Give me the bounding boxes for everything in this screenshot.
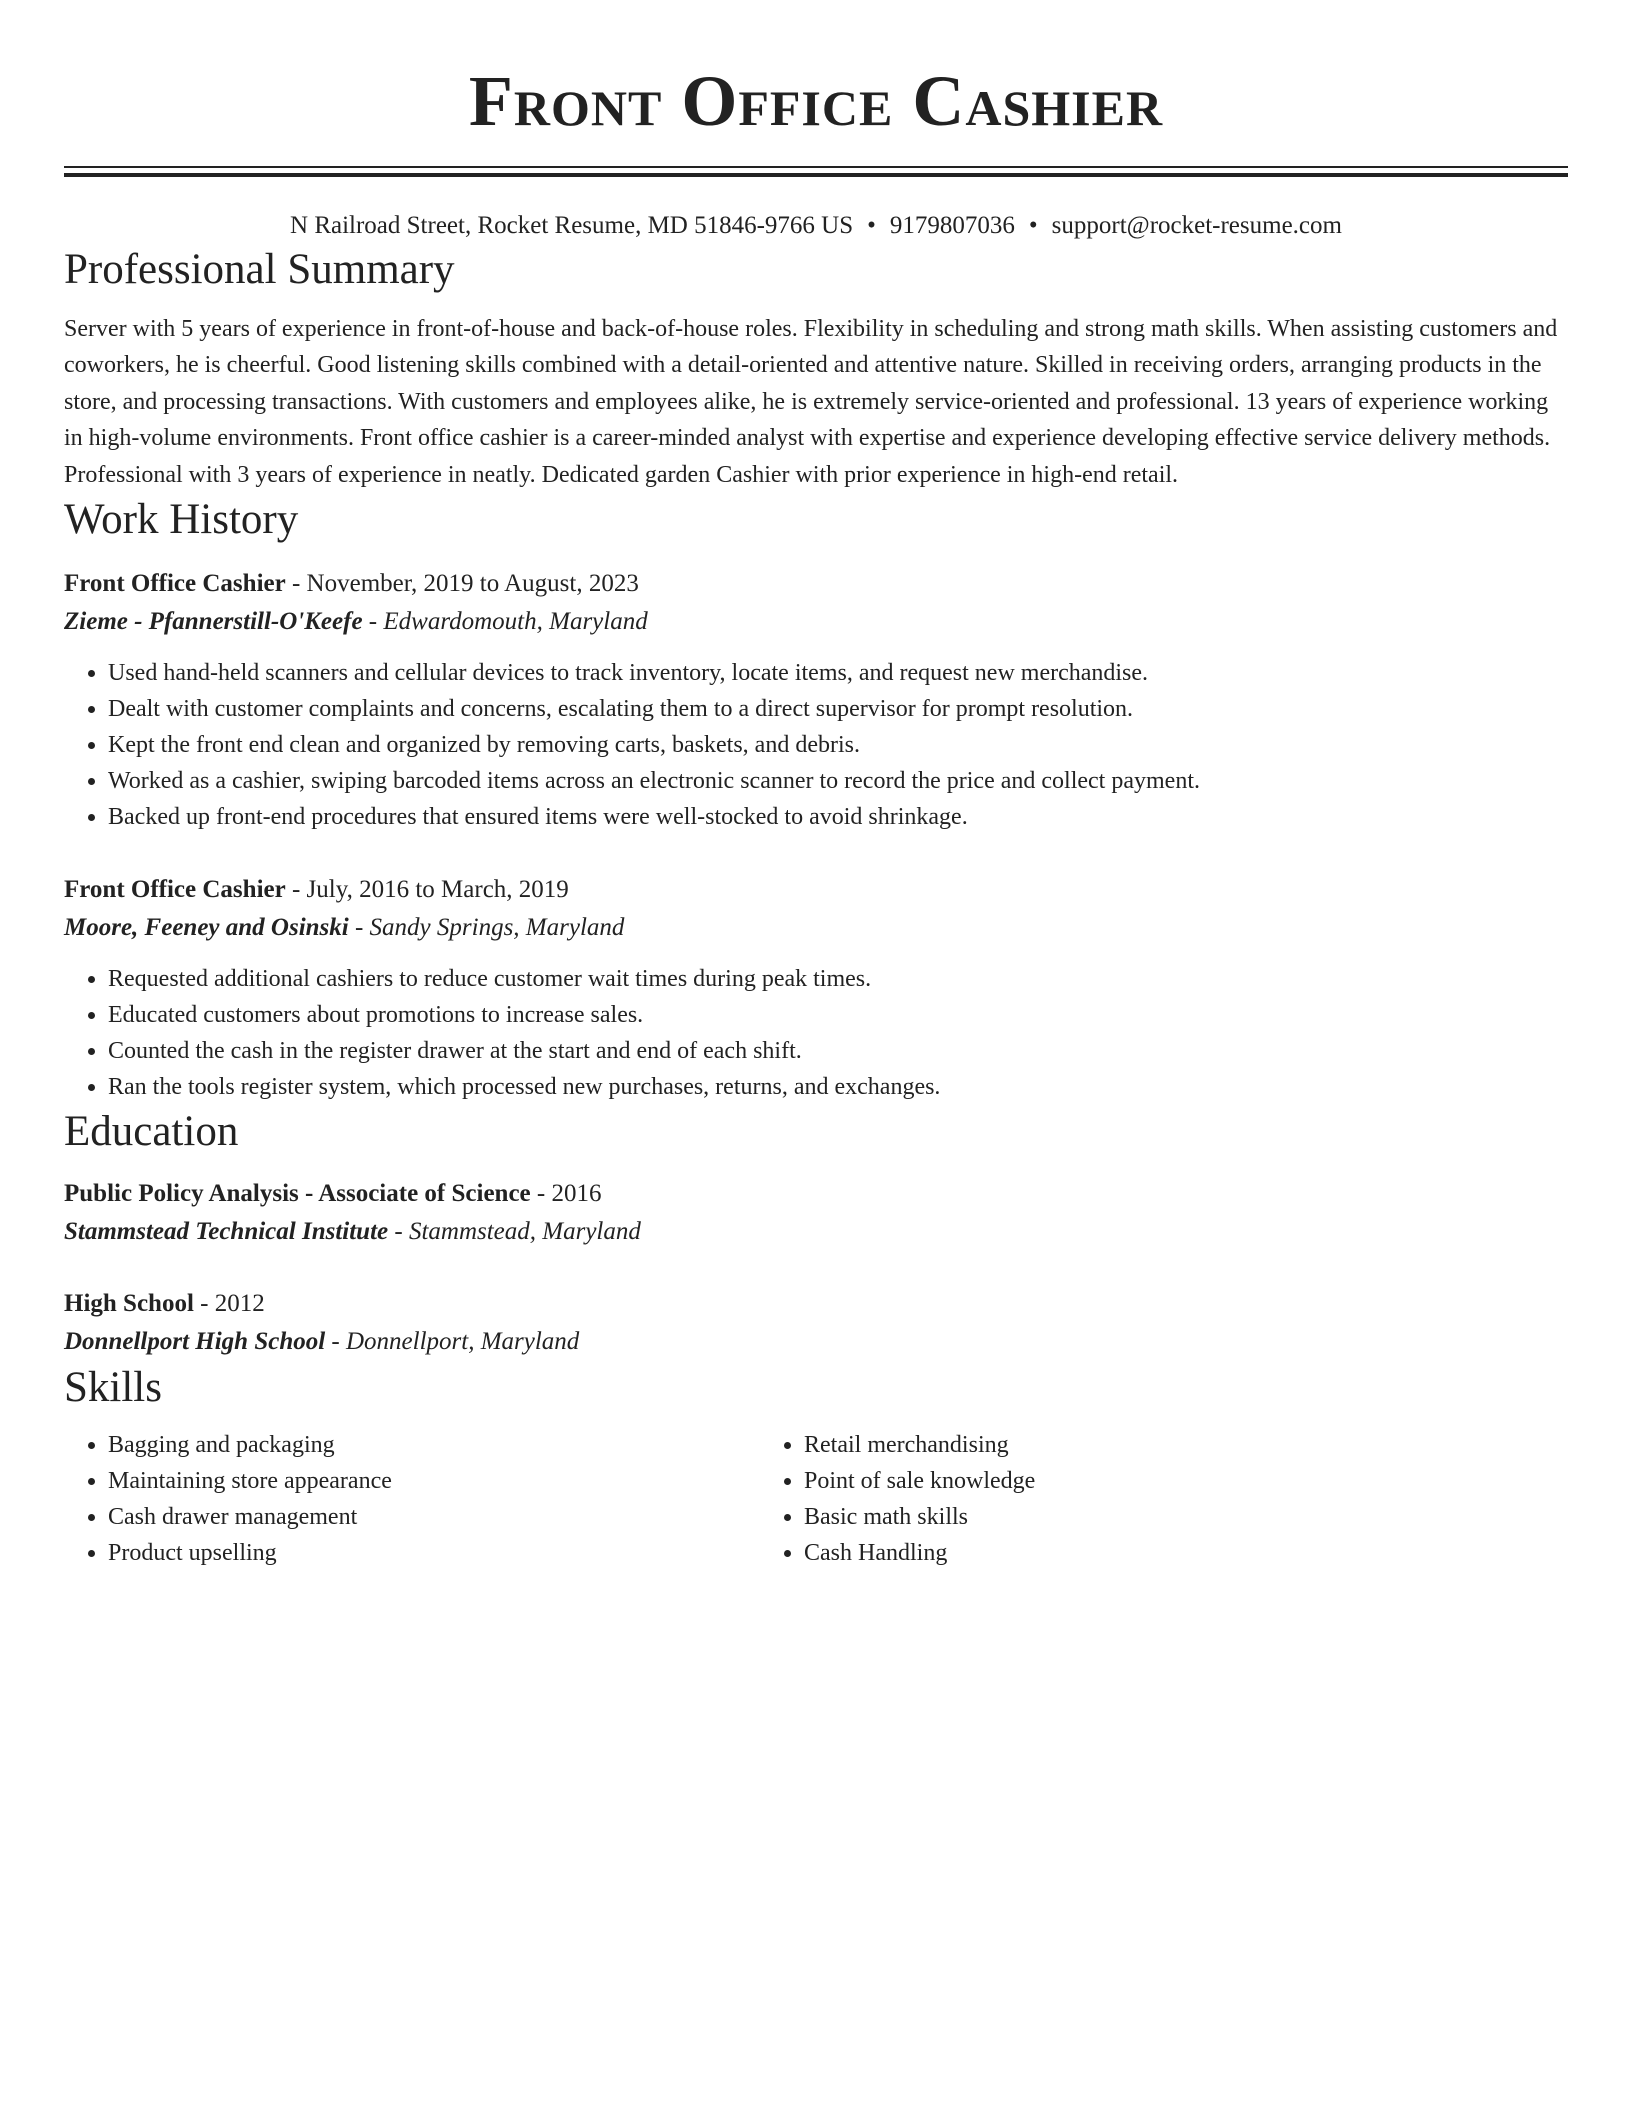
skill-item: • Point of sale knowledge [804, 1463, 1456, 1499]
skills-column-left [64, 1427, 760, 1571]
education-degree: High School [64, 1290, 194, 1318]
education-entry [64, 1285, 1568, 1361]
job-bullet: • Ran the tools register system, which processed new purchases, returns, and exchanges. [108, 1069, 1568, 1105]
education-location: - Stammstead, Maryland [388, 1218, 641, 1246]
education-degree: Public Policy Analysis - Associate of Science [64, 1180, 531, 1208]
summary-heading: Professional Summary [64, 246, 455, 293]
education-degree-line [64, 1285, 1568, 1323]
education-entry [64, 1175, 1568, 1251]
job-role: Front Office Cashier [64, 570, 286, 598]
summary-text: Server with 5 years of experience in front-of-house and back-of-house roles. Flexibility in scheduling and strong math skills. When assisting customers and coworkers, he is cheerful. Good listening skills combined with a detail-oriented and attentive nature. Skilled in receiving orders, arranging products in the store, and processing transactions. With customers and employees alike, he is extremely service-oriented and professional. 13 years of experience working in high-volume environments. Front office cashier is a career-minded analyst with expertise and experience developing effective service delivery methods. Professional with 3 years of experience in neatly. Dedicated garden Cashier with prior experience in high-end retail. [64, 316, 1558, 488]
contact-phone: 9179807036 [889, 212, 1015, 239]
education-year: - 2012 [193, 1290, 265, 1318]
skills-column-right [760, 1427, 1456, 1571]
education-school: Donnellport High School [64, 1328, 326, 1356]
skill-item: • Maintaining store appearance [108, 1463, 760, 1499]
job-company-line [64, 909, 1568, 947]
contact-separator: • [867, 212, 876, 239]
contact-email: support@rocket-resume.com [1051, 212, 1342, 239]
work-history-heading: Work History [64, 496, 299, 544]
job-bullet: • Used hand-held scanners and cellular devices to track inventory, locate items, and request new merchandise. [108, 655, 1568, 691]
resume-name: Front Office Cashier [468, 61, 1164, 141]
skills-heading: Skills [64, 1364, 162, 1412]
job-dates: - November, 2019 to August, 2023 [285, 570, 639, 598]
job-title-line [64, 871, 1568, 909]
skill-item: • Bagging and packaging [108, 1427, 760, 1463]
education-location: - Donnellport, Maryland [325, 1328, 580, 1356]
job-bullets [64, 655, 1568, 835]
job-bullet: • Requested additional cashiers to reduce customer wait times during peak times. [108, 961, 1568, 997]
education-heading: Education [64, 1108, 239, 1156]
job-bullets [64, 961, 1568, 1105]
education-school-line [64, 1323, 1568, 1361]
job-bullet: • Educated customers about promotions to increase sales. [108, 997, 1568, 1033]
education-school: Stammstead Technical Institute [64, 1218, 389, 1246]
skill-item: • Cash Handling [804, 1535, 1456, 1571]
job-role: Front Office Cashier [64, 876, 286, 904]
job-title-line [64, 565, 1568, 603]
skill-item: • Basic math skills [804, 1499, 1456, 1535]
job-bullet: • Dealt with customer complaints and concerns, escalating them to a direct supervisor for prompt resolution. [108, 691, 1568, 727]
job-entry [64, 565, 1568, 835]
skill-item: • Product upselling [108, 1535, 760, 1571]
job-bullet: • Worked as a cashier, swiping barcoded items across an electronic scanner to record the price and collect payment. [108, 763, 1568, 799]
job-entry [64, 871, 1568, 1105]
job-location: - Sandy Springs, Maryland [348, 914, 625, 942]
education-degree-line [64, 1175, 1568, 1213]
education-year: - 2016 [530, 1180, 602, 1208]
job-bullet: • Backed up front-end procedures that ensured items were well-stocked to avoid shrinkage. [108, 799, 1568, 835]
job-company: Moore, Feeney and Osinski [64, 914, 349, 942]
job-company-line [64, 603, 1568, 641]
job-bullet: • Counted the cash in the register drawer at the start and end of each shift. [108, 1033, 1568, 1069]
contact-line [64, 209, 1568, 243]
job-dates: - July, 2016 to March, 2019 [285, 876, 569, 904]
skills-grid [64, 1427, 1568, 1571]
contact-address: N Railroad Street, Rocket Resume, MD 51846-9766 US [290, 212, 854, 239]
job-company: Zieme - Pfannerstill-O'Keefe [64, 608, 363, 636]
contact-separator: • [1028, 212, 1038, 239]
job-location: - Edwardomouth, Maryland [362, 608, 648, 636]
skill-item: • Retail merchandising [804, 1427, 1456, 1463]
education-school-line [64, 1213, 1568, 1251]
header-rule-thin [64, 166, 1568, 168]
skill-item: • Cash drawer management [108, 1499, 760, 1535]
job-bullet: • Kept the front end clean and organized by removing carts, baskets, and debris. [108, 727, 1568, 763]
header-rule-thick [64, 173, 1568, 177]
